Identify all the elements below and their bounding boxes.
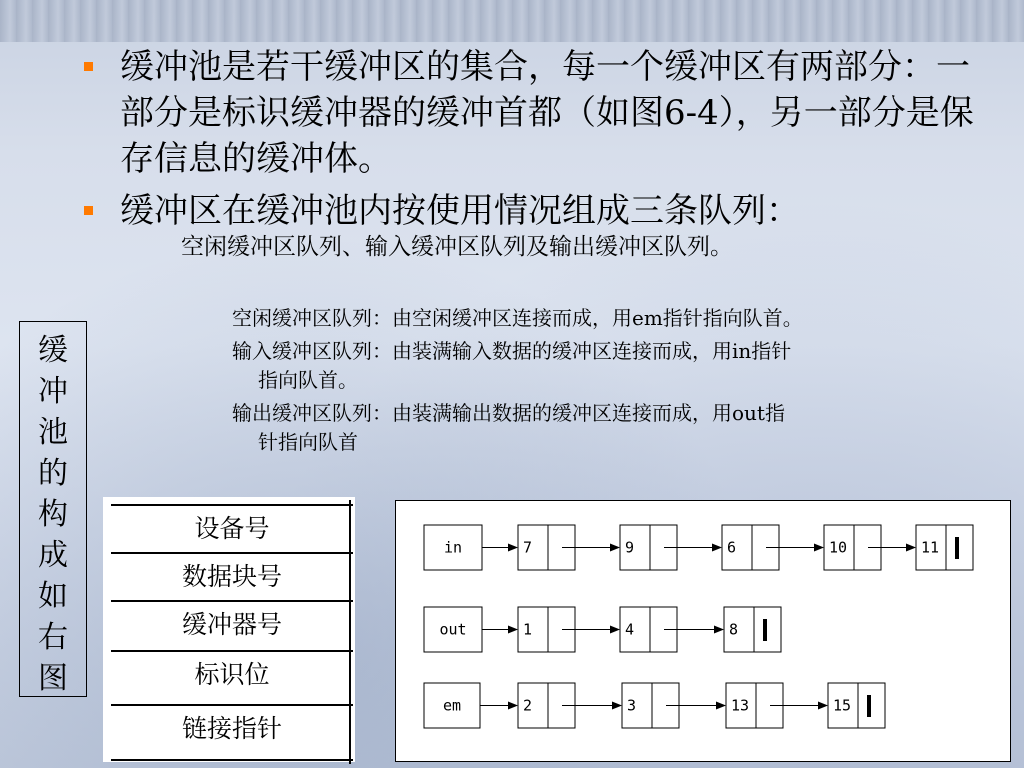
buffer-node-value: 9 <box>625 538 635 557</box>
bullet-list <box>80 44 980 234</box>
buffer-node-value: 13 <box>731 696 750 715</box>
buffer-header-table <box>103 497 355 762</box>
null-terminator-icon <box>955 537 959 559</box>
arrow-head-icon <box>814 544 824 552</box>
buffer-node-value: 3 <box>627 696 637 715</box>
buffer-node-value: 2 <box>523 696 533 715</box>
header-field-device-no: 设备号 <box>111 504 353 552</box>
table-right-border <box>349 500 351 764</box>
queue-diagram-svg <box>396 501 1012 763</box>
side-label-char: 冲 <box>38 374 68 409</box>
side-label-char: 成 <box>38 538 68 573</box>
bullet-marker-icon <box>84 62 93 71</box>
buffer-node-value: 4 <box>625 620 635 639</box>
bullet-item-1 <box>80 44 980 182</box>
null-terminator-icon <box>867 695 871 717</box>
definition-line-continued: 指向队首。 <box>258 368 358 392</box>
side-label-char: 图 <box>38 661 68 696</box>
buffer-node-value: 10 <box>829 538 848 557</box>
bullet-marker-icon <box>84 206 93 215</box>
queue-pointer-label: em <box>442 696 462 715</box>
definition-line-continued: 针指向队首 <box>258 430 358 454</box>
side-label-char: 的 <box>38 456 68 491</box>
bullet-text: 缓冲池是若干缓冲区的集合，每一个缓冲区有两部分：一部分是标识缓冲器的缓冲首都（如图6-4），另一部分是保存信息的缓冲体。 <box>120 47 974 179</box>
queues-summary: 空闲缓冲区队列、输入缓冲区队列及输出缓冲区队列。 <box>181 234 733 260</box>
queue-definitions <box>232 304 972 461</box>
arrow-head-icon <box>712 544 722 552</box>
header-field-buffer-no: 缓冲器号 <box>111 600 353 648</box>
queue-pointer-label: in <box>443 538 463 557</box>
buffer-node-value: 6 <box>727 538 737 557</box>
definition-line: 输出缓冲区队列：由装满输出数据的缓冲区连接而成，用out指 <box>232 401 785 425</box>
arrow-head-icon <box>906 544 916 552</box>
null-terminator-icon <box>763 619 767 641</box>
side-label-char: 构 <box>38 497 68 532</box>
bullet-text: 缓冲区在缓冲池内按使用情况组成三条队列： <box>120 191 800 231</box>
arrow-head-icon <box>716 702 726 710</box>
side-label-char: 右 <box>38 620 68 655</box>
arrow-head-icon <box>610 544 620 552</box>
buffer-node-value: 15 <box>833 696 852 715</box>
side-label-char: 缓 <box>38 333 68 368</box>
header-field-block-no: 数据块号 <box>111 552 353 600</box>
definition-output-queue <box>232 399 972 457</box>
definition-input-queue <box>232 337 972 395</box>
arrow-head-icon <box>508 544 518 552</box>
definition-line: 输入缓冲区队列：由装满输入数据的缓冲区连接而成，用in指针 <box>232 339 792 363</box>
header-field-flag-bit: 标识位 <box>111 650 353 698</box>
header-field-link-pointer: 链接指针 <box>111 704 353 752</box>
title-bar-texture <box>0 0 1024 42</box>
arrow-head-icon <box>818 702 828 710</box>
queue-pointer-label: out <box>439 620 467 639</box>
arrow-head-icon <box>610 626 620 634</box>
queue-diagram <box>395 500 1011 762</box>
arrow-head-icon <box>612 702 622 710</box>
table-bottom-border <box>111 759 353 761</box>
buffer-node-value: 7 <box>523 538 533 557</box>
definition-free-queue <box>232 304 972 333</box>
arrow-head-icon <box>714 626 724 634</box>
buffer-node-value: 8 <box>729 620 739 639</box>
side-label-box <box>19 321 87 697</box>
arrow-head-icon <box>508 626 518 634</box>
buffer-node-value: 11 <box>921 538 940 557</box>
side-label-char: 池 <box>38 415 68 450</box>
definition-line: 空闲缓冲区队列：由空闲缓冲区连接而成，用em指针指向队首。 <box>232 306 803 330</box>
arrow-head-icon <box>508 702 518 710</box>
buffer-node-value: 1 <box>523 620 533 639</box>
side-label-char: 如 <box>38 579 68 614</box>
